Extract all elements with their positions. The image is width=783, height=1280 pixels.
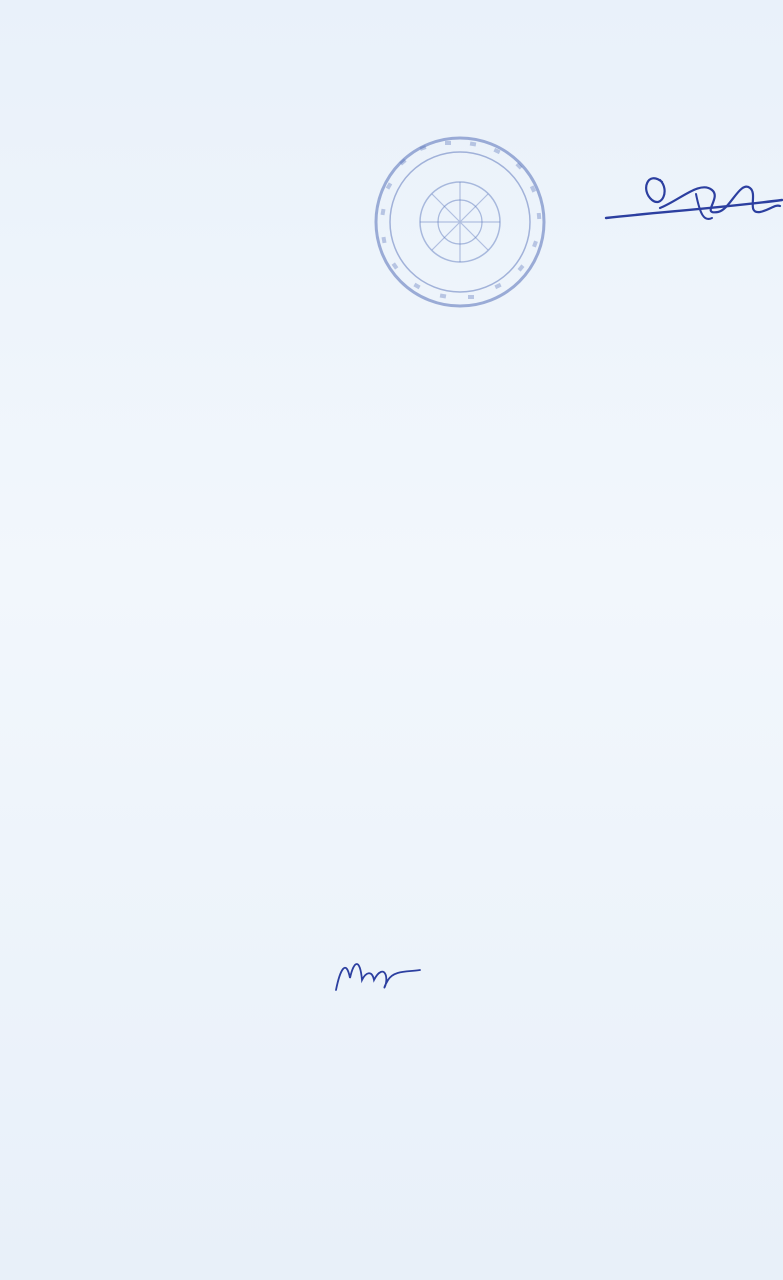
top-ornament-border — [0, 30, 783, 90]
menu-item — [0, 570, 783, 598]
director-signature — [600, 160, 783, 255]
menu-item — [0, 666, 783, 694]
nurse-signature — [328, 950, 423, 998]
menu-item — [0, 474, 783, 502]
bottom-ornament-border — [0, 1200, 783, 1264]
menu-item — [0, 618, 783, 646]
school-round-stamp — [370, 132, 550, 312]
menu-item — [0, 712, 783, 740]
menu-item — [0, 522, 783, 550]
